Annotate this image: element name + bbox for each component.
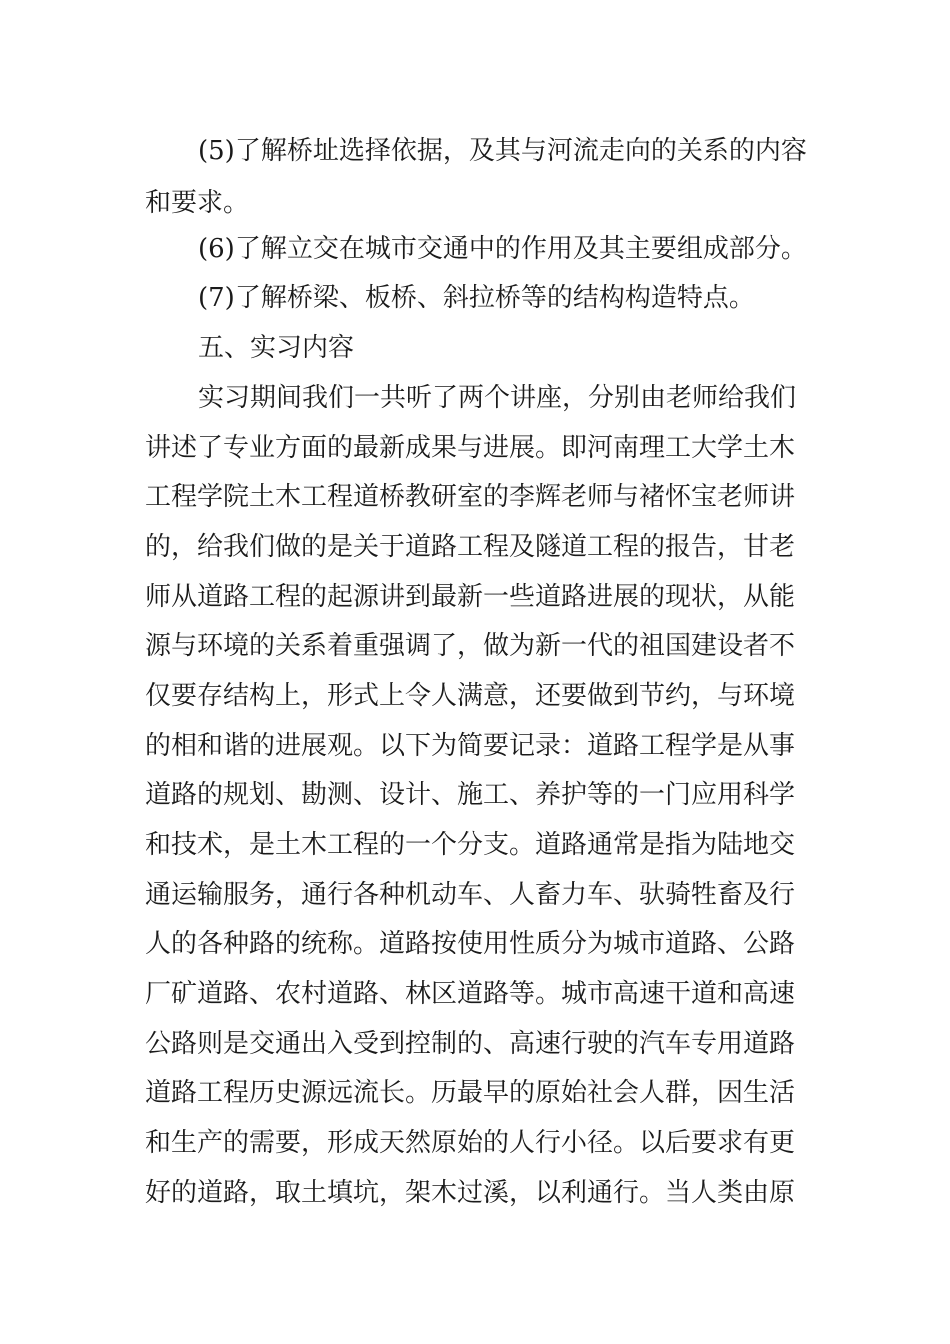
text-line: 的，给我们做的是关于道路工程及隧道工程的报告，甘老: [145, 532, 796, 562]
text-line: (5)了解桥址选择依据，及其与河流走向的关系的内容: [198, 136, 807, 166]
text-line: 工程学院土木工程道桥教研室的李辉老师与褚怀宝老师讲: [145, 482, 796, 512]
text-line: 实习期间我们一共听了两个讲座，分别由老师给我们: [198, 383, 797, 413]
section-heading: 五、实习内容: [198, 333, 355, 363]
text-line: (6)了解立交在城市交通中的作用及其主要组成部分。: [198, 234, 807, 264]
text-line: 仅要存结构上，形式上令人满意，还要做到节约，与环境: [145, 681, 796, 711]
text-line: 厂矿道路、农村道路、林区道路等。城市高速干道和高速: [145, 979, 796, 1009]
text-line: 师从道路工程的起源讲到最新一些道路进展的现状，从能: [145, 582, 796, 612]
text-line: 和要求。: [145, 188, 250, 218]
text-line: 人的各种路的统称。道路按使用性质分为城市道路、公路: [145, 929, 796, 959]
text-line: 公路则是交通出入受到控制的、高速行驶的汽车专用道路: [145, 1029, 796, 1059]
text-line: 道路工程历史源远流长。历最早的原始社会人群，因生活: [145, 1078, 796, 1108]
text-line: (7)了解桥梁、板桥、斜拉桥等的结构构造特点。: [198, 283, 755, 313]
text-line: 好的道路，取土填坑，架木过溪，以利通行。当人类由原: [145, 1178, 796, 1208]
text-line: 和生产的需要，形成天然原始的人行小径。以后要求有更: [145, 1128, 796, 1158]
text-line: 通运输服务，通行各种机动车、人畜力车、驮骑牲畜及行: [145, 880, 796, 910]
text-line: 道路的规划、勘测、设计、施工、养护等的一门应用科学: [145, 780, 796, 810]
text-line: 和技术，是土木工程的一个分支。道路通常是指为陆地交: [145, 830, 796, 860]
text-line: 源与环境的关系着重强调了，做为新一代的祖国建设者不: [145, 631, 796, 661]
text-line: 的相和谐的进展观。以下为简要记录：道路工程学是从事: [145, 731, 796, 761]
text-line: 讲述了专业方面的最新成果与进展。即河南理工大学土木: [145, 433, 796, 463]
